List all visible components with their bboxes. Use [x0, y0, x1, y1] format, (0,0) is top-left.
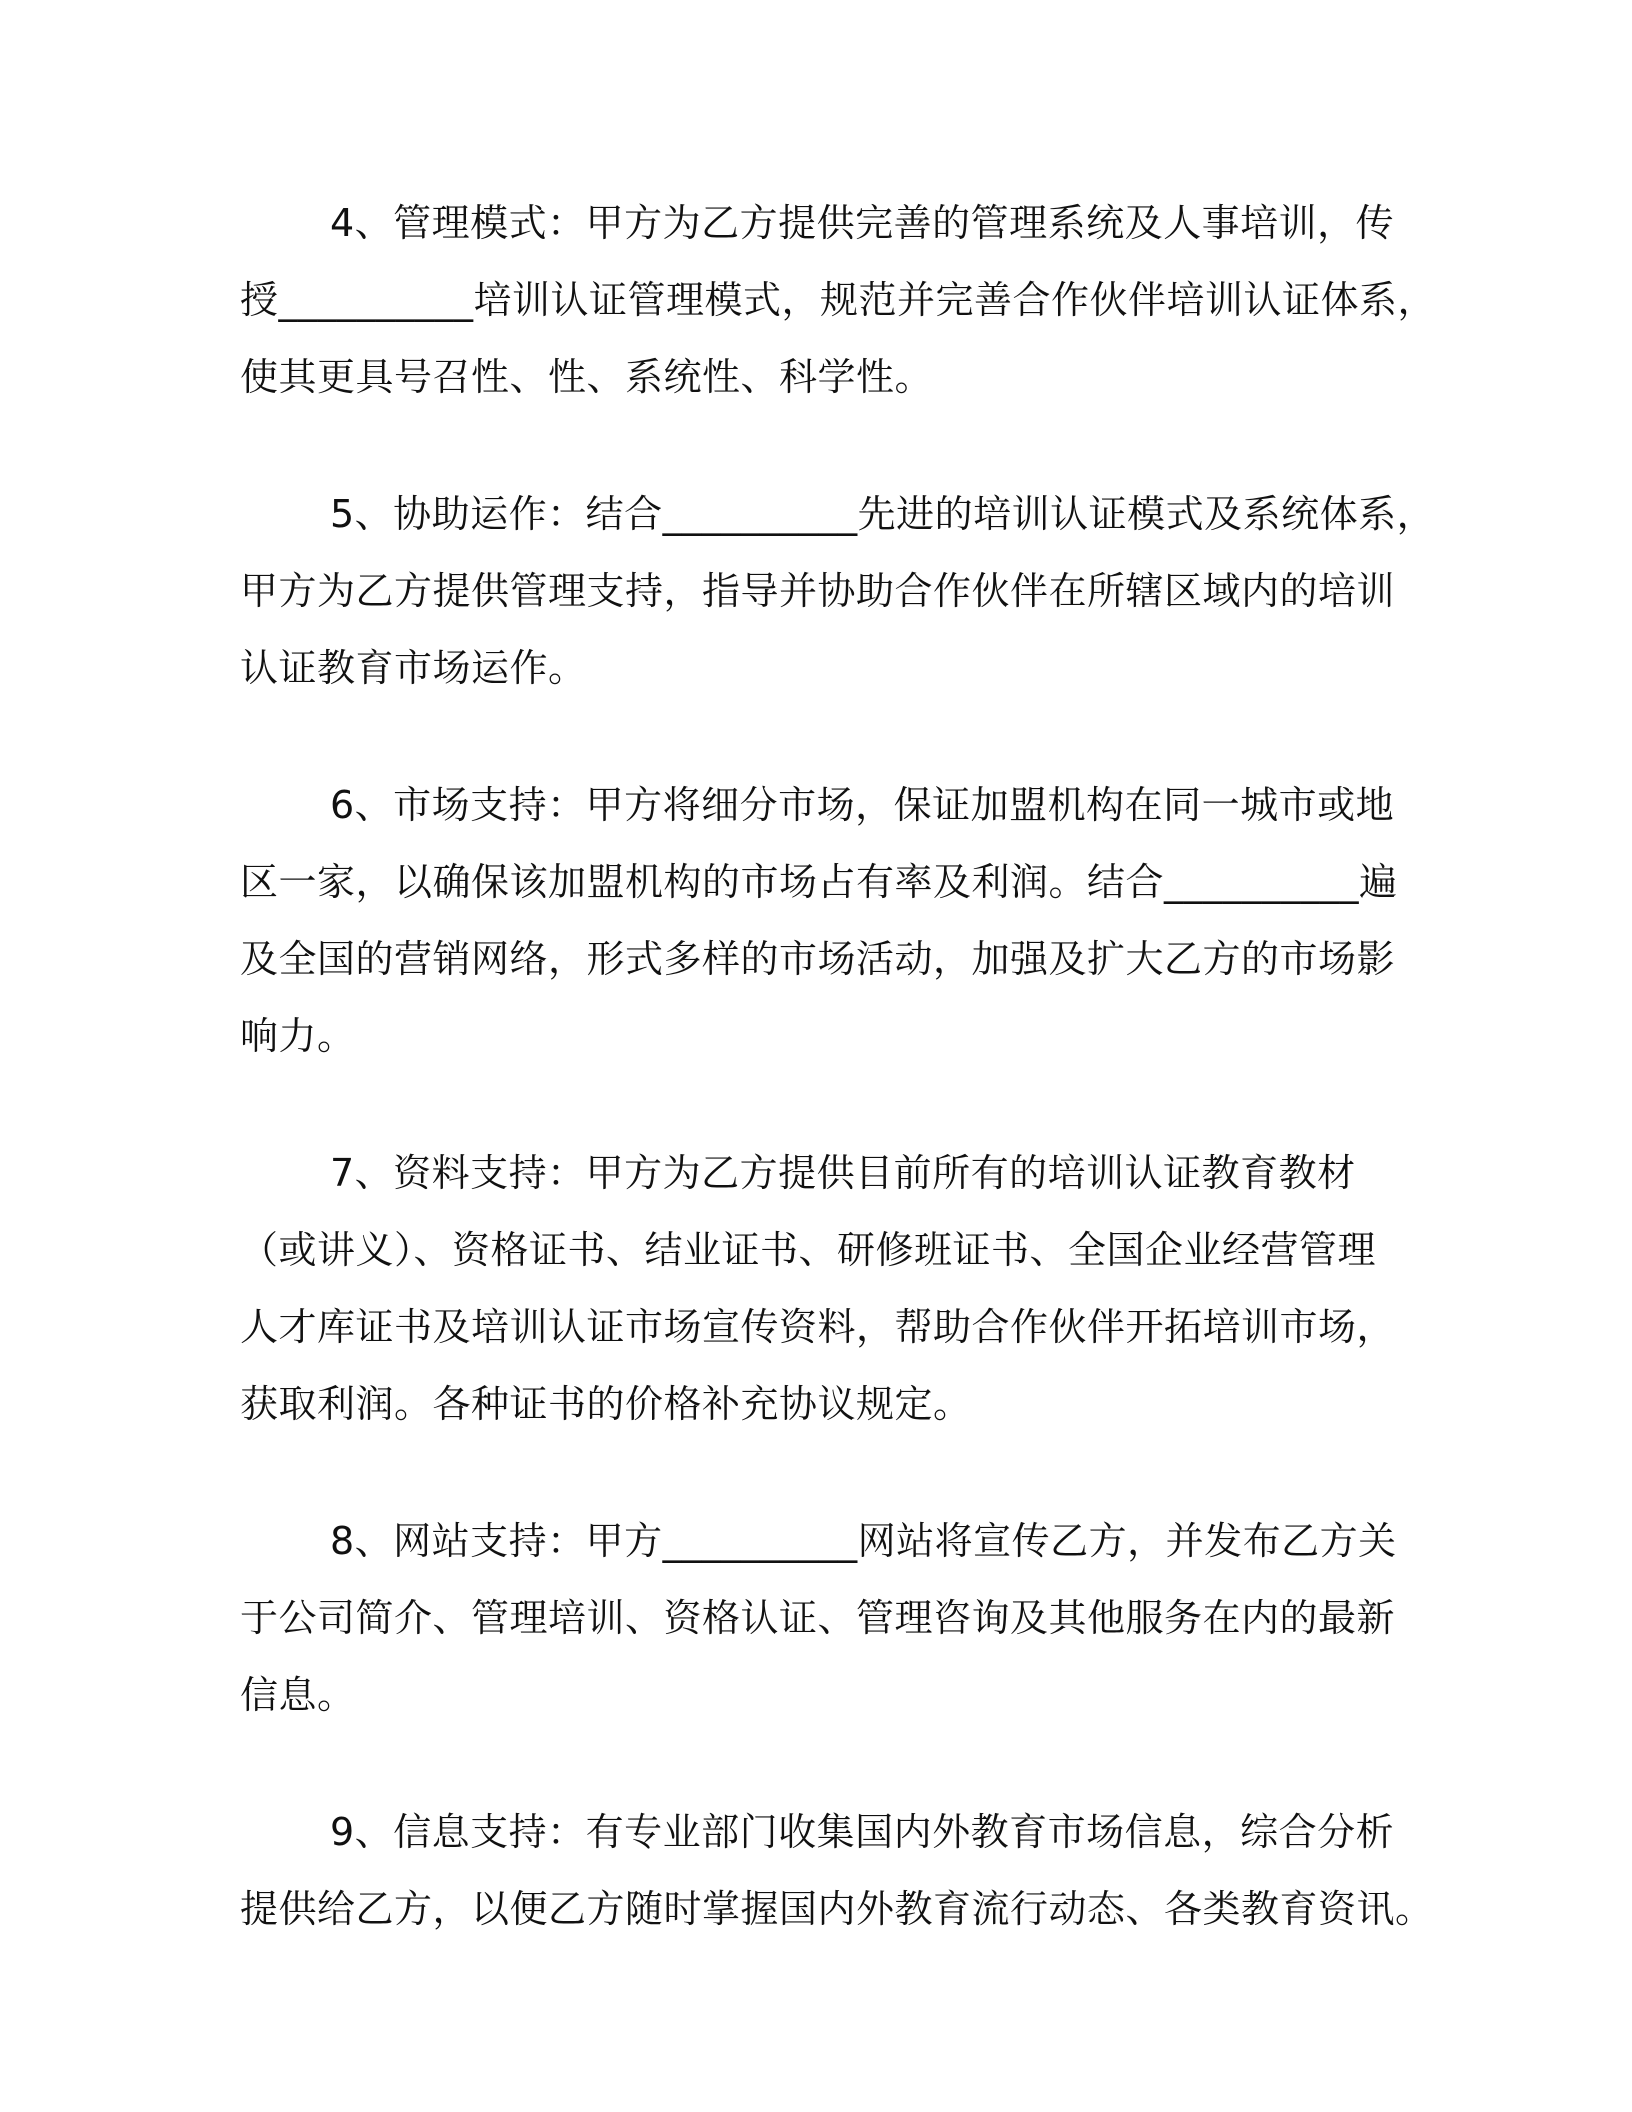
text-line: 8、网站支持：甲方__________网站将宣传乙方，并发布乙方关 — [330, 1519, 1397, 1563]
text-line: 及全国的营销网络，形式多样的市场活动，加强及扩大乙方的市场影 — [240, 937, 1396, 981]
paragraph-materials-support — [240, 1135, 1400, 1443]
paragraph-website-support — [240, 1503, 1400, 1734]
text-line: 9、信息支持：有专业部门收集国内外教育市场信息，综合分析 — [330, 1810, 1395, 1854]
text-line: 区一家，以确保该加盟机构的市场占有率及利润。结合__________遍 — [240, 860, 1398, 904]
text-line: 授__________培训认证管理模式，规范并完善合作伙伴培训认证体系， — [240, 278, 1437, 322]
text-line: 响力。 — [240, 1014, 356, 1058]
paragraph-operation-assistance — [240, 476, 1436, 707]
text-line: 信息。 — [240, 1673, 356, 1717]
text-line: 使其更具号召性、性、系统性、科学性。 — [240, 355, 934, 399]
text-line: 人才库证书及培训认证市场宣传资料，帮助合作伙伴开拓培训市场， — [240, 1305, 1396, 1349]
text-line: （或讲义）、资格证书、结业证书、研修班证书、全国企业经营管理 — [240, 1228, 1377, 1272]
text-line: 7、资料支持：甲方为乙方提供目前所有的培训认证教育教材 — [330, 1151, 1356, 1195]
text-line: 4、管理模式：甲方为乙方提供完善的管理系统及人事培训，传 — [330, 201, 1395, 245]
document-body — [240, 185, 1437, 2008]
text-line: 甲方为乙方提供管理支持，指导并协助合作伙伴在所辖区域内的培训 — [240, 569, 1396, 613]
paragraph-market-support — [240, 767, 1400, 1075]
paragraph-information-support — [240, 1794, 1434, 1948]
text-line: 6、市场支持：甲方将细分市场，保证加盟机构在同一城市或地 — [330, 783, 1395, 827]
text-line: 于公司简介、管理培训、资格认证、管理咨询及其他服务在内的最新 — [240, 1596, 1396, 1640]
paragraph-management-mode — [240, 185, 1437, 416]
text-line: 5、协助运作：结合__________先进的培训认证模式及系统体系， — [330, 492, 1436, 536]
text-line: 提供给乙方，以便乙方随时掌握国内外教育流行动态、各类教育资讯。 — [240, 1887, 1434, 1931]
text-line: 认证教育市场运作。 — [240, 646, 587, 690]
text-line: 获取利润。各种证书的价格补充协议规定。 — [240, 1382, 972, 1426]
